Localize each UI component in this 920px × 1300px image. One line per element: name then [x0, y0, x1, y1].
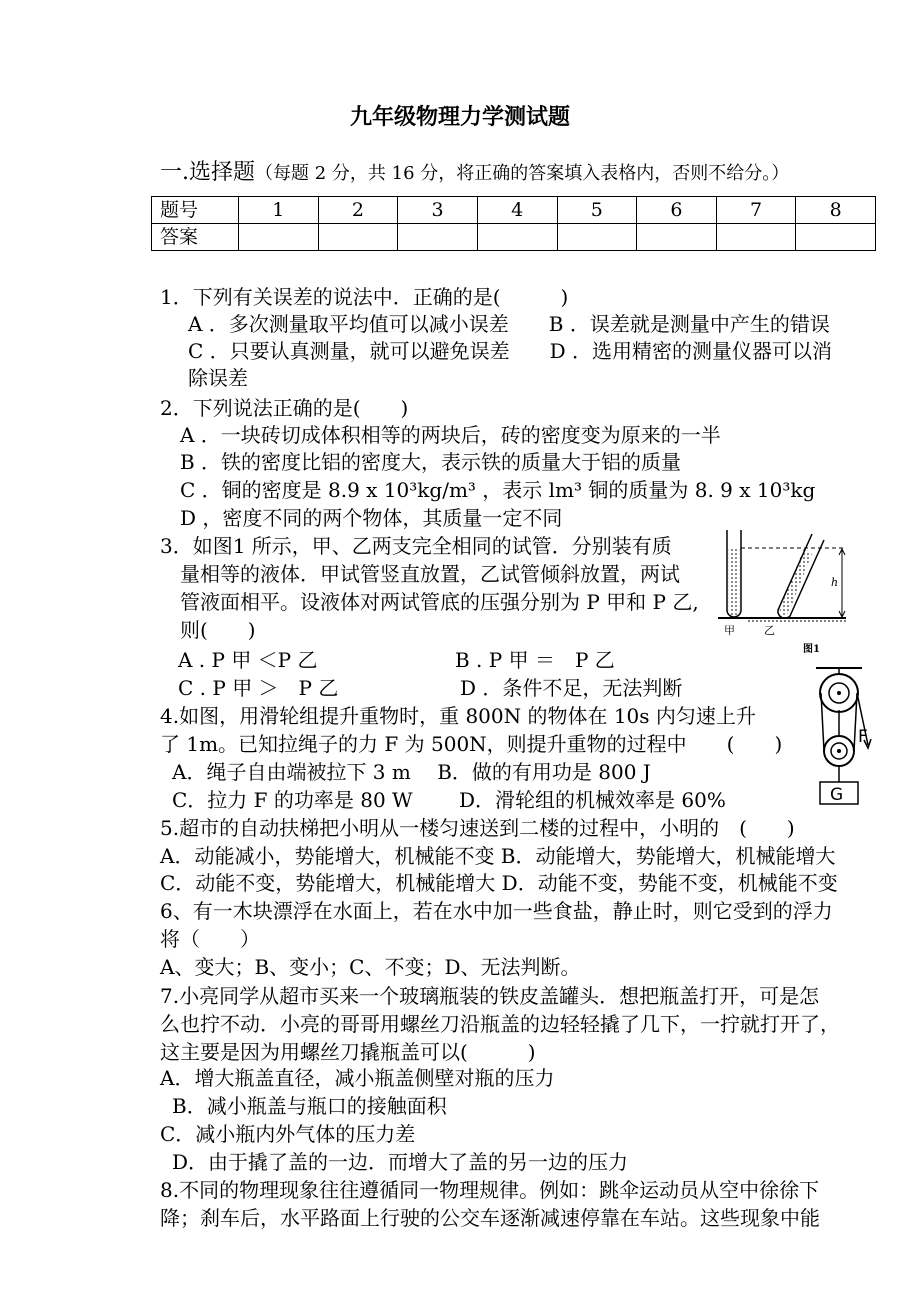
- q7-option-c: C．减小瓶内外气体的压力差: [160, 1122, 416, 1146]
- q3-option-c: C . P 甲 ＞ P 乙: [178, 676, 339, 700]
- answer-cell-3[interactable]: [398, 224, 478, 251]
- question-number-1: 1: [239, 197, 319, 224]
- answer-cell-5[interactable]: [557, 224, 637, 251]
- q3-option-a: A . P 甲 ＜P 乙: [178, 648, 318, 672]
- figure-test-tubes: [718, 528, 853, 658]
- q2-option-b: B ．铁的密度比铝的密度大，表示铁的质量大于铝的质量: [180, 450, 682, 474]
- section-note: （每题 2 分，共 16 分，将正确的答案填入表格内，否则不给分。）: [255, 163, 790, 184]
- label-h: h: [831, 576, 839, 589]
- q1-options-cont: 除误差: [188, 366, 248, 390]
- q5-stem: 5.超市的自动扶梯把小明从一楼匀速送到二楼的过程中，小明的 ( ): [160, 816, 795, 840]
- answer-cell-7[interactable]: [716, 224, 796, 251]
- answer-cell-1[interactable]: [239, 224, 319, 251]
- q3-stem-2: 量相等的液体．甲试管竖直放置，乙试管倾斜放置，两试: [180, 562, 680, 586]
- q5-options-cd: C．动能不变，势能增大，机械能增大 D．动能不变，势能不变，机械能不变: [160, 871, 838, 895]
- answer-table: [151, 196, 876, 251]
- q1-options-cd: C ．只要认真测量，就可以避免误差 D ．选用精密的测量仪器可以消: [188, 339, 833, 363]
- answer-cell-4[interactable]: [477, 224, 557, 251]
- q7-option-d: D．由于撬了盖的一边．而增大了盖的另一边的压力: [172, 1150, 629, 1174]
- figure1-caption: 图1: [803, 644, 820, 655]
- q1-stem: 1．下列有关误差的说法中．正确的是( ): [160, 285, 569, 309]
- page-title: 九年级物理力学测试题: [349, 104, 570, 130]
- answer-cell-2[interactable]: [318, 224, 398, 251]
- q2-option-a: A ．一块砖切成体积相等的两块后，砖的密度变为原来的一半: [180, 423, 721, 447]
- q4-options-cd: C．拉力 F 的功率是 80 W D．滑轮组的机械效率是 60%: [172, 788, 726, 812]
- label-G: G: [830, 785, 844, 805]
- q7-option-a: A．增大瓶盖直径，减小瓶盖侧壁对瓶的压力: [160, 1066, 555, 1090]
- figure-pulley: [800, 660, 890, 810]
- table-row-answers: [152, 224, 876, 251]
- question-number-5: 5: [557, 197, 637, 224]
- q4-stem-2: 了 1m。已知拉绳子的力 F 为 500N，则提升重物的过程中 ( ): [160, 732, 783, 756]
- row-label-answer: 答案: [152, 224, 239, 251]
- q5-options-ab: A．动能减小，势能增大，机械能不变 B．动能增大，势能增大，机械能增大: [160, 844, 836, 868]
- answer-cell-6[interactable]: [637, 224, 717, 251]
- label-jia: 甲: [724, 624, 735, 637]
- question-number-2: 2: [318, 197, 398, 224]
- q4-stem-1: 4.如图，用滑轮组提升重物时，重 800N 的物体在 10s 内匀速上升: [160, 704, 756, 728]
- q2-option-c: C ．铜的密度是 8.9 x 10³kg/m³ ，表示 lm³ 铜的质量为 8. 9 x 10³kg: [180, 478, 816, 502]
- q7-stem-1: 7.小亮同学从超市买来一个玻璃瓶装的铁皮盖罐头．想把瓶盖打开，可是怎: [160, 984, 820, 1008]
- row-label-number: 题号: [152, 197, 239, 224]
- q2-stem: 2．下列说法正确的是( ): [160, 396, 409, 420]
- q7-stem-3: 这主要是因为用螺丝刀撬瓶盖可以( ): [160, 1040, 536, 1064]
- q4-options-ab: A．绳子自由端被拉下 3 m B．做的有用功是 800 J: [172, 760, 651, 784]
- q7-option-b: B．减小瓶盖与瓶口的接触面积: [172, 1094, 447, 1118]
- q6-options: A、变大；B、变小；C、不变；D、无法判断。: [160, 955, 581, 979]
- question-number-6: 6: [637, 197, 717, 224]
- q2-option-d: D ，密度不同的两个物体，其质量一定不同: [180, 506, 563, 530]
- q3-option-d: D ．条件不足，无法判断: [460, 676, 683, 700]
- q1-options-ab: A ．多次测量取平均值可以减小误差 B ．误差就是测量中产生的错误: [188, 312, 830, 336]
- label-yi: 乙: [764, 624, 775, 637]
- q8-stem-2: 降；刹车后，水平路面上行驶的公交车逐渐减速停靠在车站。这些现象中能: [160, 1206, 820, 1230]
- q3-stem-4: 则( ): [180, 618, 256, 642]
- q3-stem-1: 3．如图1 所示，甲、乙两支完全相同的试管．分别装有质: [160, 534, 672, 558]
- section-heading: [160, 155, 789, 186]
- q7-stem-2: 么也拧不动．小亮的哥哥用螺丝刀沿瓶盖的边轻轻撬了几下，一拧就打开了，: [160, 1012, 840, 1036]
- section-title: 一.选择题: [160, 160, 255, 185]
- question-number-3: 3: [398, 197, 478, 224]
- q3-stem-3: 管液面相平。设液体对两试管底的压强分别为 P 甲和 P 乙,: [180, 590, 699, 614]
- q8-stem-1: 8.不同的物理现象往往遵循同一物理规律。例如：跳伞运动员从空中徐徐下: [160, 1178, 820, 1202]
- question-number-8: 8: [796, 197, 876, 224]
- label-F: F: [858, 727, 868, 747]
- q6-stem-1: 6、有一木块漂浮在水面上，若在水中加一些食盐，静止时，则它受到的浮力: [160, 899, 833, 923]
- question-number-4: 4: [477, 197, 557, 224]
- q6-stem-2: 将（ ）: [160, 927, 260, 951]
- table-row-numbers: [152, 197, 876, 224]
- question-number-7: 7: [716, 197, 796, 224]
- answer-cell-8[interactable]: [796, 224, 876, 251]
- q3-option-b: B . P 甲 ＝ P 乙: [455, 648, 615, 672]
